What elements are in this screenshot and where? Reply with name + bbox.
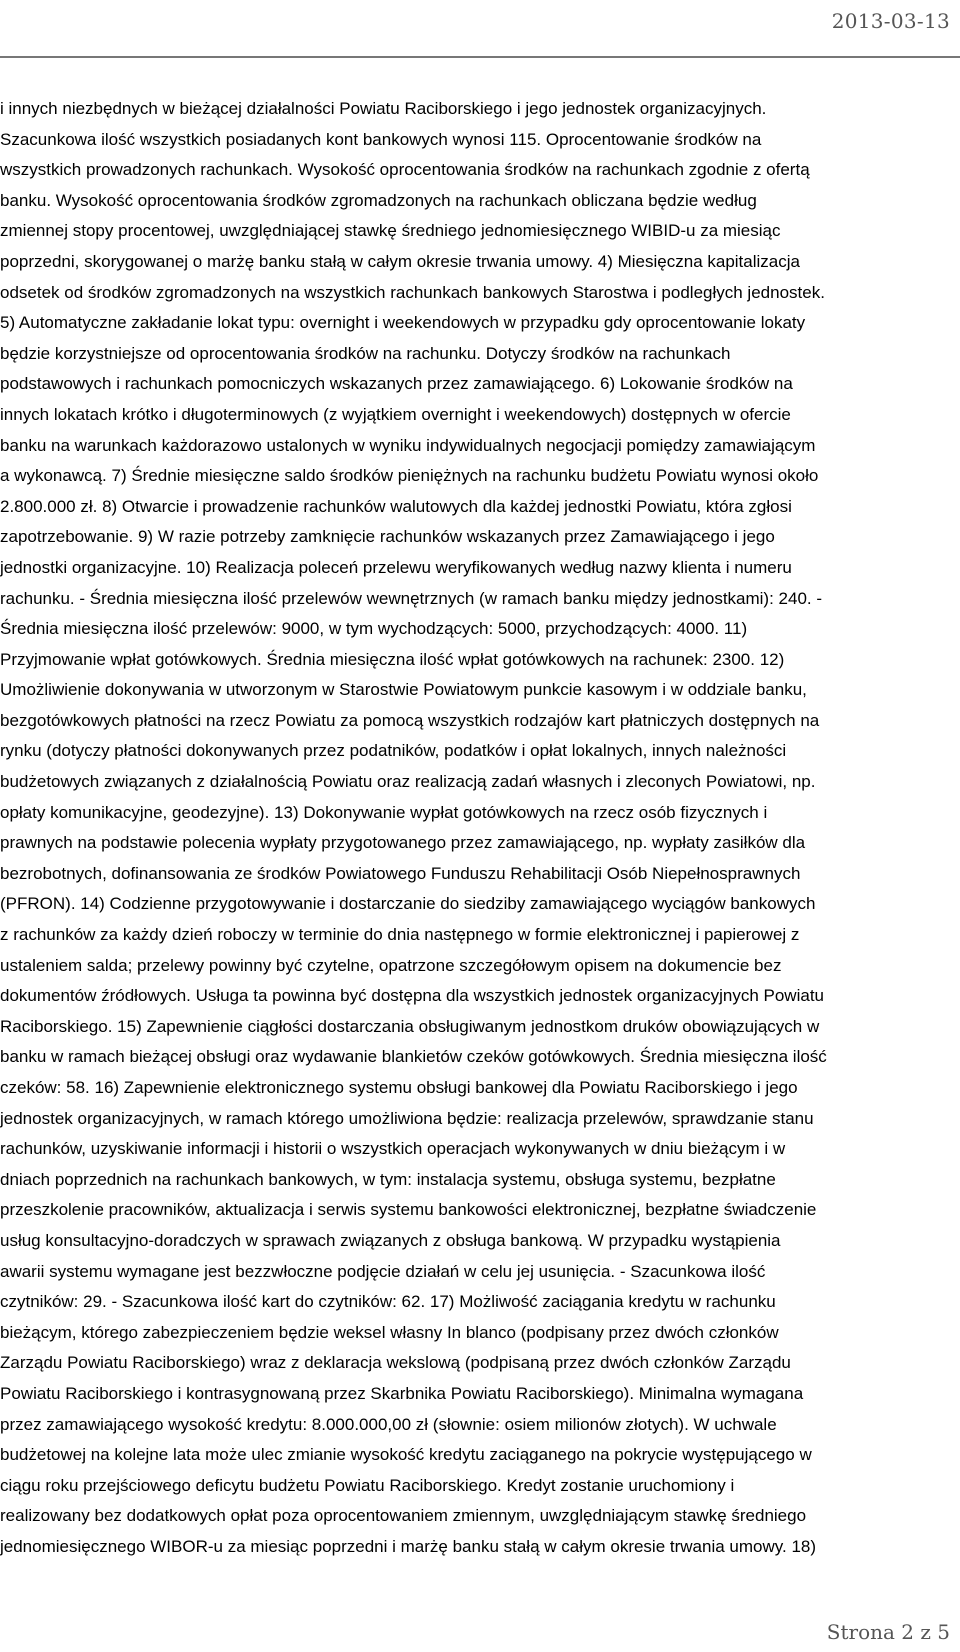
text-line: (PFRON). 14) Codzienne przygotowywanie i dostarczanie do siedziby zamawiającego wyciągów bankowych — [0, 894, 816, 914]
text-line: Umożliwienie dokonywania w utworzonym w Starostwie Powiatowym punkcie kasowym i w oddziale banku, — [0, 680, 807, 700]
text-line: usług konsultacyjno-doradczych w sprawach związanych z obsługa bankową. W przypadku wystąpienia — [0, 1230, 781, 1250]
text-line: jednomiesięcznego WIBOR-u za miesiąc poprzedni i marżę banku stałą w całym okresie trwania umowy. 18) — [0, 1536, 817, 1556]
text-line: jednostek organizacyjnych, w ramach którego umożliwiona będzie: realizacja przelewów, sprawdzanie stanu — [0, 1108, 814, 1128]
text-line: Przyjmowanie wpłat gotówkowych. Średnia miesięczna ilość wpłat gotówkowych na rachunek: 2300. 12) — [0, 649, 785, 669]
text-line: budżetowych związanych z działalnością Powiatu oraz realizacją zadań własnych i zleconych Powiatowi, np. — [0, 772, 816, 792]
text-line: jednostki organizacyjne. 10) Realizacja poleceń przelewu weryfikowanych według nazwy klienta i numeru — [0, 557, 792, 577]
text-line: Zarządu Powiatu Raciborskiego) wraz z deklaracja wekslową (podpisaną przez dwóch członków Zarządu — [0, 1353, 791, 1373]
header-divider — [0, 56, 960, 58]
text-line: banku na warunkach każdorazowo ustalonych w wyniku indywidualnych negocjacji pomiędzy zamawiającym — [0, 435, 816, 455]
text-line: budżetowej na kolejne lata może ulec zmianie wysokość kredytu zaciąganego na pokrycie występującego w — [0, 1445, 812, 1465]
text-line: realizowany bez dodatkowych opłat poza oprocentowaniem zmiennym, uwzględniającym stawkę średniego — [0, 1506, 807, 1526]
text-line: Szacunkowa ilość wszystkich posiadanych kont bankowych wynosi 115. Oprocentowanie środków na — [0, 129, 762, 149]
text-line: rachunku. - Średnia miesięczna ilość przelewów wewnętrznych (w ramach banku między jednostkami): 240. - — [0, 588, 823, 608]
text-line: Powiatu Raciborskiego i kontrasygnowaną przez Skarbnika Powiatu Raciborskiego). Minimalna wymagana — [0, 1383, 804, 1403]
text-line: bezgotówkowych płatności na rzecz Powiatu za pomocą wszystkich rodzajów kart płatniczych dostępnych na — [0, 710, 820, 730]
text-line: Raciborskiego. 15) Zapewnienie ciągłości dostarczania obsługiwanym jednostkom druków obowiązujących w — [0, 1016, 820, 1036]
document-body — [0, 94, 948, 1563]
text-line: z rachunków za każdy dzień roboczy w terminie do dnia następnego w formie elektronicznej i papierowej z — [0, 925, 800, 945]
text-line: odsetek od środków zgromadzonych na wszystkich rachunkach bankowych Starostwa i podległych jednostek. — [0, 282, 825, 302]
text-line: Średnia miesięczna ilość przelewów: 9000, w tym wychodzących: 5000, przychodzących: 4000. 11) — [0, 619, 748, 639]
text-line: bezrobotnych, dofinansowania ze środków Powiatowego Funduszu Rehabilitacji Osób Niepełnosprawnych — [0, 863, 801, 883]
text-line: czytników: 29. - Szacunkowa ilość kart do czytników: 62. 17) Możliwość zaciągania kredytu w rachunku — [0, 1292, 776, 1312]
text-line: poprzedni, skorygowanej o marżę banku stałą w całym okresie trwania umowy. 4) Miesięczna kapitalizacja — [0, 251, 800, 271]
page-date: 2013-03-13 — [831, 9, 950, 33]
text-line: wszystkich prowadzonych rachunkach. Wysokość oprocentowania środków na rachunkach zgodnie z ofertą — [0, 160, 810, 180]
text-line: i innych niezbędnych w bieżącej działalności Powiatu Raciborskiego i jego jednostek organizacyjnych. — [0, 99, 767, 118]
text-line: dniach poprzednich na rachunkach bankowych, w tym: instalacja systemu, obsługa systemu, bezpłatne — [0, 1169, 776, 1189]
page-number: Strona 2 z 5 — [826, 1620, 950, 1644]
text-line: podstawowych i rachunkach pomocniczych wskazanych przez zamawiającego. 6) Lokowanie środków na — [0, 374, 793, 394]
text-line: ciągu roku przejściowego deficytu budżetu Powiatu Raciborskiego. Kredyt zostanie uruchomiony i — [0, 1475, 735, 1495]
text-line: ustaleniem salda; przelewy powinny być czytelne, opatrzone szczegółowym opisem na dokumencie bez — [0, 955, 782, 975]
text-line: czeków: 58. 16) Zapewnienie elektronicznego systemu obsługi bankowej dla Powiatu Raciborskiego i jego — [0, 1078, 798, 1097]
text-line: awarii systemu wymagane jest bezzwłoczne podjęcie działań w celu jej usunięcia. - Szacunkowa ilość — [0, 1261, 766, 1281]
text-line: przez zamawiającego wysokość kredytu: 8.000.000,00 zł (słownie: osiem milionów złotych). W uchwale — [0, 1414, 777, 1434]
text-line: zapotrzebowanie. 9) W razie potrzeby zamknięcie rachunków wskazanych przez Zamawiającego i jego — [0, 527, 775, 547]
text-line: rachunków, uzyskiwanie informacji i historii o wszystkich operacjach wykonywanych w dniu bieżącym i w — [0, 1139, 786, 1159]
text-line: zmiennej stopy procentowej, uwzględniającej stawkę średniego jednomiesięcznego WIBID-u za miesiąc — [0, 221, 781, 241]
text-line: 5) Automatyczne zakładanie lokat typu: overnight i weekendowych w przypadku gdy oprocentowanie lokaty — [0, 313, 806, 333]
text-line: a wykonawcą. 7) Średnie miesięczne saldo środków pieniężnych na rachunku budżetu Powiatu wynosi około — [0, 466, 819, 486]
text-line: opłaty komunikacyjne, geodezyjne). 13) Dokonywanie wypłat gotówkowych na rzecz osób fizycznych i — [0, 802, 768, 822]
text-line: prawnych na podstawie polecenia wypłaty przygotowanego przez zamawiającego, np. wypłaty zasiłków dla — [0, 833, 806, 853]
text-line: innych lokatach krótko i długoterminowych (z wyjątkiem overnight i weekendowych) dostępnych w ofercie — [0, 404, 791, 424]
text-line: 2.800.000 zł. 8) Otwarcie i prowadzenie rachunków walutowych dla każdej jednostki Powiatu, która zgłosi — [0, 496, 792, 516]
text-line: banku. Wysokość oprocentowania środków zgromadzonych na rachunkach obliczana będzie według — [0, 190, 757, 210]
text-line: będzie korzystniejsze od oprocentowania środków na rachunku. Dotyczy środków na rachunkach — [0, 343, 731, 363]
text-line: rynku (dotyczy płatności dokonywanych przez podatników, podatków i opłat lokalnych, innych należności — [0, 741, 787, 761]
text-line: bieżącym, którego zabezpieczeniem będzie weksel własny In blanco (podpisany przez dwóch członków — [0, 1322, 779, 1342]
text-line: banku w ramach bieżącej obsługi oraz wydawanie blankietów czeków gotówkowych. Średnia miesięczna ilość — [0, 1047, 827, 1067]
text-line: przeszkolenie pracowników, aktualizacja i serwis systemu bankowości elektronicznej, bezpłatne świadczenie — [0, 1200, 817, 1220]
text-line: dokumentów źródłowych. Usługa ta powinna być dostępna dla wszystkich jednostek organizacyjnych Powiatu — [0, 986, 824, 1006]
